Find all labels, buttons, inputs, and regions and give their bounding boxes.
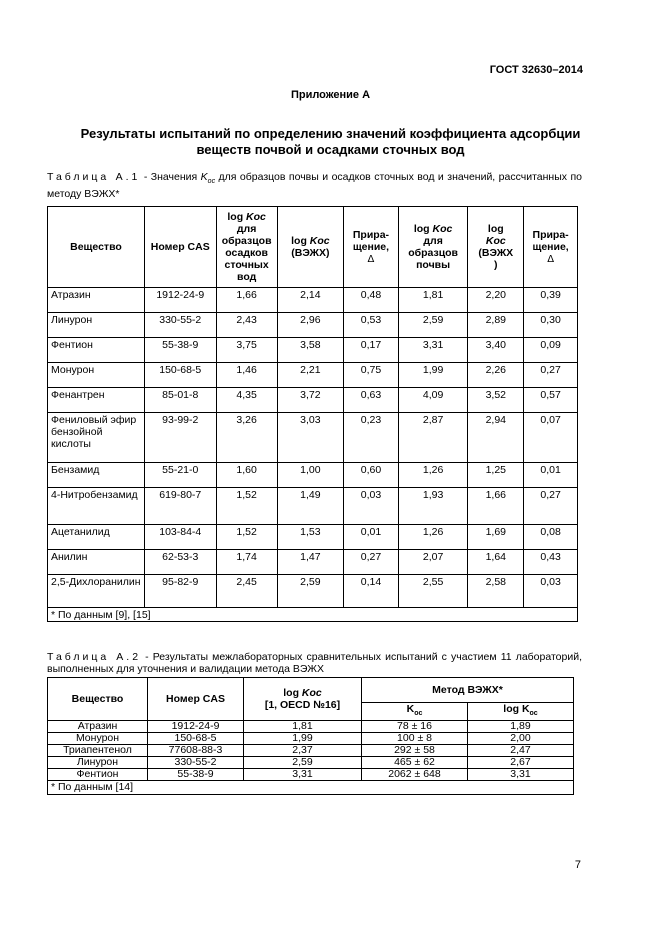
table-cell: 150-68-5 bbox=[148, 733, 244, 745]
table-row bbox=[48, 525, 578, 550]
table-cell: 2,94 bbox=[468, 413, 524, 463]
cell-substance: Атразин bbox=[48, 721, 148, 733]
table-cell: 3,26 bbox=[216, 413, 277, 463]
header-hplc-text: (ВЭЖХ) bbox=[291, 247, 330, 259]
table-cell: 77608-88-3 bbox=[148, 745, 244, 757]
header-logkoc-sub: oc bbox=[529, 710, 538, 718]
header-logkoc-sludge bbox=[216, 207, 277, 288]
header-soil-text: для образцов почвы bbox=[408, 235, 459, 271]
appendix-label: Приложение А bbox=[290, 89, 371, 101]
table-cell: 0,27 bbox=[344, 550, 399, 575]
table-cell: 1,74 bbox=[216, 550, 277, 575]
table-cell: 3,31 bbox=[398, 338, 468, 363]
cell-substance: Фентион bbox=[48, 338, 145, 363]
table-cell: 1,26 bbox=[398, 463, 468, 488]
table-cell: 1,49 bbox=[277, 488, 343, 525]
table1-caption bbox=[47, 171, 582, 200]
header-log: log bbox=[413, 223, 433, 235]
table-cell: 0,23 bbox=[344, 413, 399, 463]
table-koc-values bbox=[47, 206, 578, 622]
table-cell: 1,89 bbox=[468, 721, 574, 733]
table-cell: 0,75 bbox=[344, 363, 399, 388]
table-cell: 2,07 bbox=[398, 550, 468, 575]
table-cell: 0,03 bbox=[344, 488, 399, 525]
table-cell: 0,08 bbox=[524, 525, 578, 550]
table-cell: 1,00 bbox=[277, 463, 343, 488]
table-cell: 2,45 bbox=[216, 575, 277, 608]
cell-substance: Линурон bbox=[48, 313, 145, 338]
table-row bbox=[48, 488, 578, 525]
table-cell: 2,47 bbox=[468, 745, 574, 757]
table-cell: 1,93 bbox=[398, 488, 468, 525]
table-cell: 3,31 bbox=[244, 769, 362, 781]
table2-footnote-row bbox=[48, 781, 574, 795]
table-cell: 150-68-5 bbox=[144, 363, 216, 388]
table-cell: 1,81 bbox=[244, 721, 362, 733]
table-cell: 0,63 bbox=[344, 388, 399, 413]
table-cell: 0,07 bbox=[524, 413, 578, 463]
standard-code: ГОСТ 32630–2014 bbox=[489, 64, 583, 76]
table-cell: 0,30 bbox=[524, 313, 578, 338]
table-cell: 330-55-2 bbox=[148, 757, 244, 769]
table-cell: 0,17 bbox=[344, 338, 399, 363]
cell-substance: Монурон bbox=[48, 733, 148, 745]
header-delta-1 bbox=[344, 207, 399, 288]
table-cell: 465 ± 62 bbox=[362, 757, 468, 769]
table-cell: 2,59 bbox=[398, 313, 468, 338]
header-koc: Koc bbox=[246, 211, 266, 223]
cell-substance: Линурон bbox=[48, 757, 148, 769]
table-cell: 1,47 bbox=[277, 550, 343, 575]
header-koc-k: K bbox=[406, 703, 415, 715]
table-cell: 2,00 bbox=[468, 733, 574, 745]
table-cell: 1,52 bbox=[216, 488, 277, 525]
table-cell: 2,26 bbox=[468, 363, 524, 388]
table-row bbox=[48, 733, 574, 745]
cell-substance: Фентион bbox=[48, 769, 148, 781]
header-delta-text: Прира-щение, bbox=[532, 228, 569, 253]
header-log: log bbox=[487, 223, 504, 235]
header-koc: Koc bbox=[485, 235, 506, 247]
table-cell: 0,39 bbox=[524, 288, 578, 313]
delta-symbol: Δ bbox=[547, 253, 555, 265]
title-line-1: Результаты испытаний по определению значений коэффициента адсорбции bbox=[80, 126, 581, 141]
table-cell: 2062 ± 648 bbox=[362, 769, 468, 781]
table-cell: 1,66 bbox=[216, 288, 277, 313]
table-cell: 619-80-7 bbox=[144, 488, 216, 525]
header-logkoc bbox=[468, 703, 574, 721]
table-row bbox=[48, 721, 574, 733]
table-cell: 1,66 bbox=[468, 488, 524, 525]
table-cell: 1,26 bbox=[398, 525, 468, 550]
table-cell: 4,35 bbox=[216, 388, 277, 413]
table-row bbox=[48, 413, 578, 463]
table-cell: 1,52 bbox=[216, 525, 277, 550]
table-cell: 1,69 bbox=[468, 525, 524, 550]
table-cell: 3,03 bbox=[277, 413, 343, 463]
cell-substance: Бензамид bbox=[48, 463, 145, 488]
table-cell: 0,14 bbox=[344, 575, 399, 608]
cell-substance: Фенантрен bbox=[48, 388, 145, 413]
table-cell: 2,37 bbox=[244, 745, 362, 757]
header-logkoc-hplc-2 bbox=[468, 207, 524, 288]
header-logkoc-ref bbox=[244, 678, 362, 721]
table-cell: 2,20 bbox=[468, 288, 524, 313]
table-cell: 2,21 bbox=[277, 363, 343, 388]
header-koc: Koc bbox=[309, 235, 330, 247]
table-cell: 2,58 bbox=[468, 575, 524, 608]
cell-substance: Анилин bbox=[48, 550, 145, 575]
table-cell: 1,99 bbox=[398, 363, 468, 388]
table1-caption-rest: для образцов почвы и осадков сточных вод и значений, рассчитанных по методу ВЭЖХ* bbox=[47, 171, 582, 201]
header-logk: log K bbox=[503, 703, 530, 715]
cell-substance: Монурон bbox=[48, 363, 145, 388]
table-cell: 85-01-8 bbox=[144, 388, 216, 413]
table-cell: 3,40 bbox=[468, 338, 524, 363]
table-row bbox=[48, 338, 578, 363]
table-cell: 55-38-9 bbox=[144, 338, 216, 363]
table-cell: 95-82-9 bbox=[144, 575, 216, 608]
table-cell: 0,03 bbox=[524, 575, 578, 608]
table-cell: 0,43 bbox=[524, 550, 578, 575]
cell-substance: Фениловый эфир бензойной кислоты bbox=[48, 413, 145, 463]
header-cas: Номер CAS bbox=[148, 678, 244, 721]
table-cell: 3,72 bbox=[277, 388, 343, 413]
header-log: log bbox=[283, 687, 302, 700]
table-cell: 100 ± 8 bbox=[362, 733, 468, 745]
cell-substance: Триапентенол bbox=[48, 745, 148, 757]
table-row bbox=[48, 288, 578, 313]
cell-substance: Атразин bbox=[48, 288, 145, 313]
table-row bbox=[48, 769, 574, 781]
table-cell: 2,59 bbox=[244, 757, 362, 769]
table1-caption-koc-sub: oc bbox=[207, 178, 216, 186]
table-cell: 2,89 bbox=[468, 313, 524, 338]
table-cell: 93-99-2 bbox=[144, 413, 216, 463]
table-cell: 1,60 bbox=[216, 463, 277, 488]
table-cell: 1,25 bbox=[468, 463, 524, 488]
table-cell: 2,96 bbox=[277, 313, 343, 338]
table2-caption-prefix: Таблица А.2 bbox=[47, 651, 142, 663]
header-hplc-text: (ВЭЖХ bbox=[478, 247, 514, 259]
table-cell: 3,31 bbox=[468, 769, 574, 781]
table-cell: 55-21-0 bbox=[144, 463, 216, 488]
header-koc: Koc bbox=[432, 223, 453, 235]
header-koc: Koc bbox=[301, 687, 322, 700]
table2-footnote: * По данным [14] bbox=[48, 781, 574, 795]
table-cell: 2,67 bbox=[468, 757, 574, 769]
header-log: log bbox=[291, 235, 310, 247]
cell-substance: 2,5-Дихлоранилин bbox=[48, 575, 145, 608]
table-cell: 62-53-3 bbox=[144, 550, 216, 575]
table-cell: 103-84-4 bbox=[144, 525, 216, 550]
table-cell: 4,09 bbox=[398, 388, 468, 413]
page-number: 7 bbox=[574, 859, 581, 871]
header-koc bbox=[362, 703, 468, 721]
table-cell: 2,87 bbox=[398, 413, 468, 463]
table1-header-row bbox=[48, 207, 578, 288]
table-cell: 330-55-2 bbox=[144, 313, 216, 338]
header-sludge-text: для образцов осадков сточных вод bbox=[221, 223, 272, 283]
table-cell: 55-38-9 bbox=[148, 769, 244, 781]
table1-caption-text: - Значения bbox=[140, 171, 201, 183]
table-cell: 0,27 bbox=[524, 488, 578, 525]
table-cell: 0,60 bbox=[344, 463, 399, 488]
header-koc-sub: oc bbox=[414, 710, 423, 718]
table-cell: 1912-24-9 bbox=[144, 288, 216, 313]
table-cell: 0,53 bbox=[344, 313, 399, 338]
table1-caption-koc: K bbox=[200, 171, 208, 183]
table-row bbox=[48, 313, 578, 338]
header-log: log bbox=[227, 211, 247, 223]
table-cell: 2,55 bbox=[398, 575, 468, 608]
table-cell: 1912-24-9 bbox=[148, 721, 244, 733]
header-cas: Номер CAS bbox=[144, 207, 216, 288]
table-cell: 2,59 bbox=[277, 575, 343, 608]
table1-footnote: * По данным [9], [15] bbox=[48, 608, 578, 622]
table1-caption-prefix: Таблица А.1 bbox=[47, 171, 141, 183]
table-cell: 1,81 bbox=[398, 288, 468, 313]
header-logkoc-hplc bbox=[277, 207, 343, 288]
table-row bbox=[48, 550, 578, 575]
table-cell: 0,01 bbox=[524, 463, 578, 488]
table-cell: 3,75 bbox=[216, 338, 277, 363]
table-interlab-results bbox=[47, 677, 574, 795]
table-row bbox=[48, 388, 578, 413]
header-logkoc-soil bbox=[398, 207, 468, 288]
header-substance: Вещество bbox=[48, 678, 148, 721]
table2-caption-text: - Результаты межлабораторных сравнительных испытаний с участием 11 лабораторий, выполненных для уточнения и валидации метода ВЭЖХ bbox=[47, 651, 582, 675]
table-cell: 0,01 bbox=[344, 525, 399, 550]
table-cell: 2,14 bbox=[277, 288, 343, 313]
table2-caption bbox=[47, 651, 582, 675]
table-cell: 292 ± 58 bbox=[362, 745, 468, 757]
table-cell: 3,52 bbox=[468, 388, 524, 413]
table-cell: 0,48 bbox=[344, 288, 399, 313]
cell-substance: Ацетанилид bbox=[48, 525, 145, 550]
header-delta-2 bbox=[524, 207, 578, 288]
table-row bbox=[48, 757, 574, 769]
table-cell: 3,58 bbox=[277, 338, 343, 363]
header-ref: [1, OECD №16] bbox=[264, 699, 341, 712]
table-row bbox=[48, 745, 574, 757]
table-row bbox=[48, 463, 578, 488]
table-cell: 0,57 bbox=[524, 388, 578, 413]
header-paren: ) bbox=[494, 259, 498, 271]
table-cell: 2,43 bbox=[216, 313, 277, 338]
header-method-hplc: Метод ВЭЖХ* bbox=[362, 678, 574, 703]
table-cell: 78 ± 16 bbox=[362, 721, 468, 733]
header-substance: Вещество bbox=[48, 207, 145, 288]
table-cell: 1,46 bbox=[216, 363, 277, 388]
table2-header-row-1 bbox=[48, 678, 574, 703]
title-line-2: веществ почвой и осадками сточных вод bbox=[196, 142, 465, 157]
cell-substance: 4-Нитробензамид bbox=[48, 488, 145, 525]
table-cell: 0,27 bbox=[524, 363, 578, 388]
table-row bbox=[48, 363, 578, 388]
table1-footnote-row bbox=[48, 608, 578, 622]
header-delta-text: Прира-щение, bbox=[352, 228, 390, 253]
table-cell: 1,53 bbox=[277, 525, 343, 550]
table-cell: 0,09 bbox=[524, 338, 578, 363]
table-cell: 1,99 bbox=[244, 733, 362, 745]
table-cell: 1,64 bbox=[468, 550, 524, 575]
table-row bbox=[48, 575, 578, 608]
delta-symbol: Δ bbox=[367, 253, 375, 265]
page-title bbox=[40, 126, 621, 158]
